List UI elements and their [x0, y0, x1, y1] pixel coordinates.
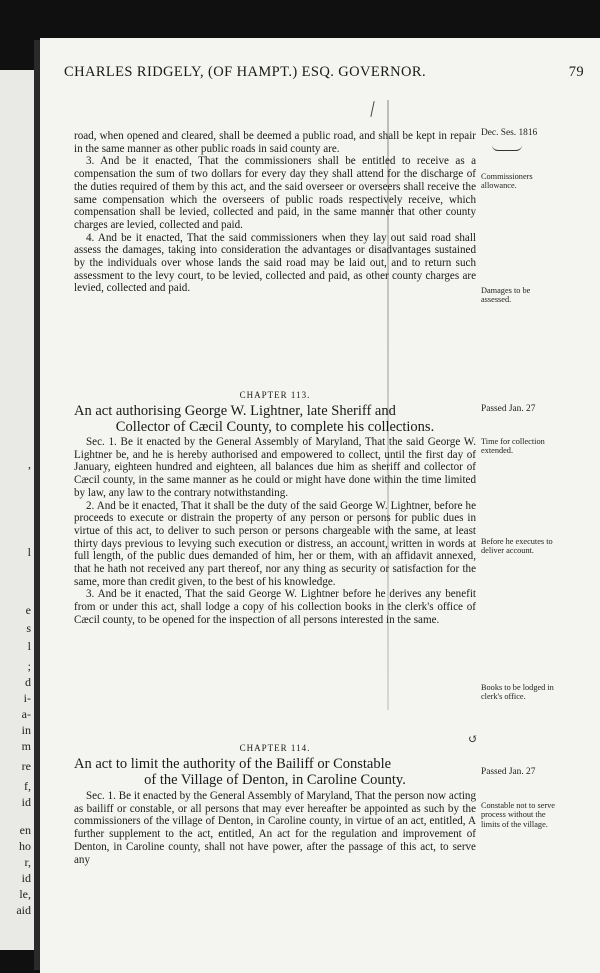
chapter-114-text — [74, 790, 476, 866]
chapter-114-title-line2: of the Village of Denton, in Caroline County. — [144, 772, 406, 788]
paragraph-text: 4. And be it enacted, That the said commissioners when they lay out said road shall assess the damages, taking into consideration the advantages or disadvantages sustained by the individuals over whose lands the said road may be laid out, and to return such assessment to the levy court, to be levied, collected and paid, as other county charges are levied, collected and paid. — [74, 231, 476, 295]
margin-note-books-lodged: Books to be lodged in clerk's office. — [481, 683, 554, 702]
margin-note-damages: Damages to be assessed. — [481, 286, 531, 305]
page-number: 79 — [568, 64, 584, 80]
margin-note-constable: Constable not to serve process without the limits of the village. — [481, 801, 555, 829]
facing-page-edge — [0, 70, 34, 950]
facing-page-fragment: e — [25, 603, 31, 617]
chapter-114-heading: CHAPTER 114. — [239, 743, 311, 753]
paragraph: road, when opened and cleared, shall be deemed a public road, and shall be kept in repair in the same manner as other public roads in said county are. — [74, 130, 476, 155]
chapter-114-title — [74, 756, 476, 788]
running-head-title: CHARLES RIDGELY, (OF HAMPT.) ESQ. GOVERNOR. — [64, 64, 427, 80]
facing-page-fragment: aid — [16, 903, 31, 917]
facing-page-fragment: id — [21, 795, 31, 809]
paragraph — [74, 155, 476, 231]
facing-page-fragment: f, — [24, 779, 31, 793]
facing-page-fragment: a- — [21, 707, 31, 721]
facing-page-fragment: re — [21, 759, 31, 773]
previous-act-text — [74, 130, 476, 295]
paragraph: 3. And be it enacted, That the said George W. Lightner before he derives any benefit from or under this act, shall lodge a copy of his collection books in the clerk's office of Cæcil county, to be opened for the inspection of all persons interested in the same. — [74, 588, 476, 626]
paragraph: 2. And be it enacted, That it shall be the duty of the said George W. Lightner, before he proceeds to execute or distrain the property of any person or persons for public dues in virtue of this act, to deliver to such person or persons chargeable with the same, at least thirty days previous to levying such execution or distress, an account, written in words at full length, of the public dues demanded of him, her or them, with an affidavit annexed, that he hath not received any part thereof, nor any thing as security or satisfaction for the same, more than credit given, to the best of his knowledge. — [74, 499, 476, 588]
facing-page-fragment: l — [27, 545, 31, 559]
running-header — [64, 64, 584, 84]
margin-note-passed-114: Passed Jan. 27 — [481, 767, 536, 777]
chapter-114-title-line1: An act to limit the authority of the Bailiff or Constable — [74, 756, 392, 772]
facing-page-fragment: ho — [19, 839, 31, 853]
facing-page-fragment: in — [21, 723, 31, 737]
margin-note-session: Dec. Ses. 1816 — [481, 128, 538, 138]
chapter-113-title-line1: An act authorising George W. Lightner, late Sheriff and — [74, 403, 396, 419]
margin-note-deliver-account: Before he executes to deliver account. — [481, 537, 553, 556]
chapter-113-text — [74, 436, 476, 627]
facing-page-fragment: r, — [24, 855, 31, 869]
facing-page-fragment: ; — [27, 659, 31, 673]
facing-page-fragment: s — [26, 621, 31, 635]
paragraph: Sec. 1. Be it enacted by the General Assembly of Maryland, That the person now acting as bailiff or constable, or all persons that may ever hereafter be appointed as such by the commissioners of the village of Denton, in Caroline county, in virtue of an act, entitled, A further supplement to the act, entitled, An act for the regulation and improvement of Denton, in Caroline county, shall not have power, after the passage of this act, to serve any — [74, 790, 476, 866]
facing-page-fragment: d — [25, 675, 31, 689]
margin-note-commissioners: Commissioners allowance. — [481, 172, 533, 191]
ink-mark: ↺ — [468, 732, 479, 746]
chapter-113-heading: CHAPTER 113. — [239, 390, 311, 400]
facing-page-fragment: l — [27, 639, 31, 653]
facing-page-fragment: id — [21, 871, 31, 885]
chapter-113-title — [74, 403, 476, 435]
facing-page-fragment: i- — [23, 691, 31, 705]
facing-page-fragment: le, — [19, 887, 31, 901]
facing-page-fragment: , — [28, 457, 31, 471]
paragraph: Sec. 1. Be it enacted by the General Assembly of Maryland, That the said George W. Lightner be, and he is hereby authorised and empowered to collect, until the first day of January, eighteen hundred and eighteen, all balances due him as sheriff and collector of Cæcil county, in the same manner as he could or might have done within the time limited by law, any law to the contrary notwithstanding. — [74, 436, 476, 499]
paragraph — [74, 232, 476, 296]
facing-page-fragment: m — [21, 739, 31, 753]
chapter-113-title-line2: Collector of Cæcil County, to complete his collections. — [115, 419, 435, 435]
margin-brace — [492, 144, 522, 151]
paragraph-text: 3. And be it enacted, That the commissioners shall be entitled to receive as a compensation the sum of two dollars for every day they shall attend for the discharge of the duties required of them by this act, and the said overseer or overseers shall receive the same compensation which the overseers of public roads respectively receive, which compensation shall be levied, collected and paid, in the same manner that other county charges are levied, collected and paid. — [74, 155, 476, 231]
margin-note-passed-113: Passed Jan. 27 — [481, 404, 536, 414]
margin-note-time-extended: Time for collection extended. — [481, 437, 545, 456]
facing-page-fragment: en — [19, 823, 31, 837]
